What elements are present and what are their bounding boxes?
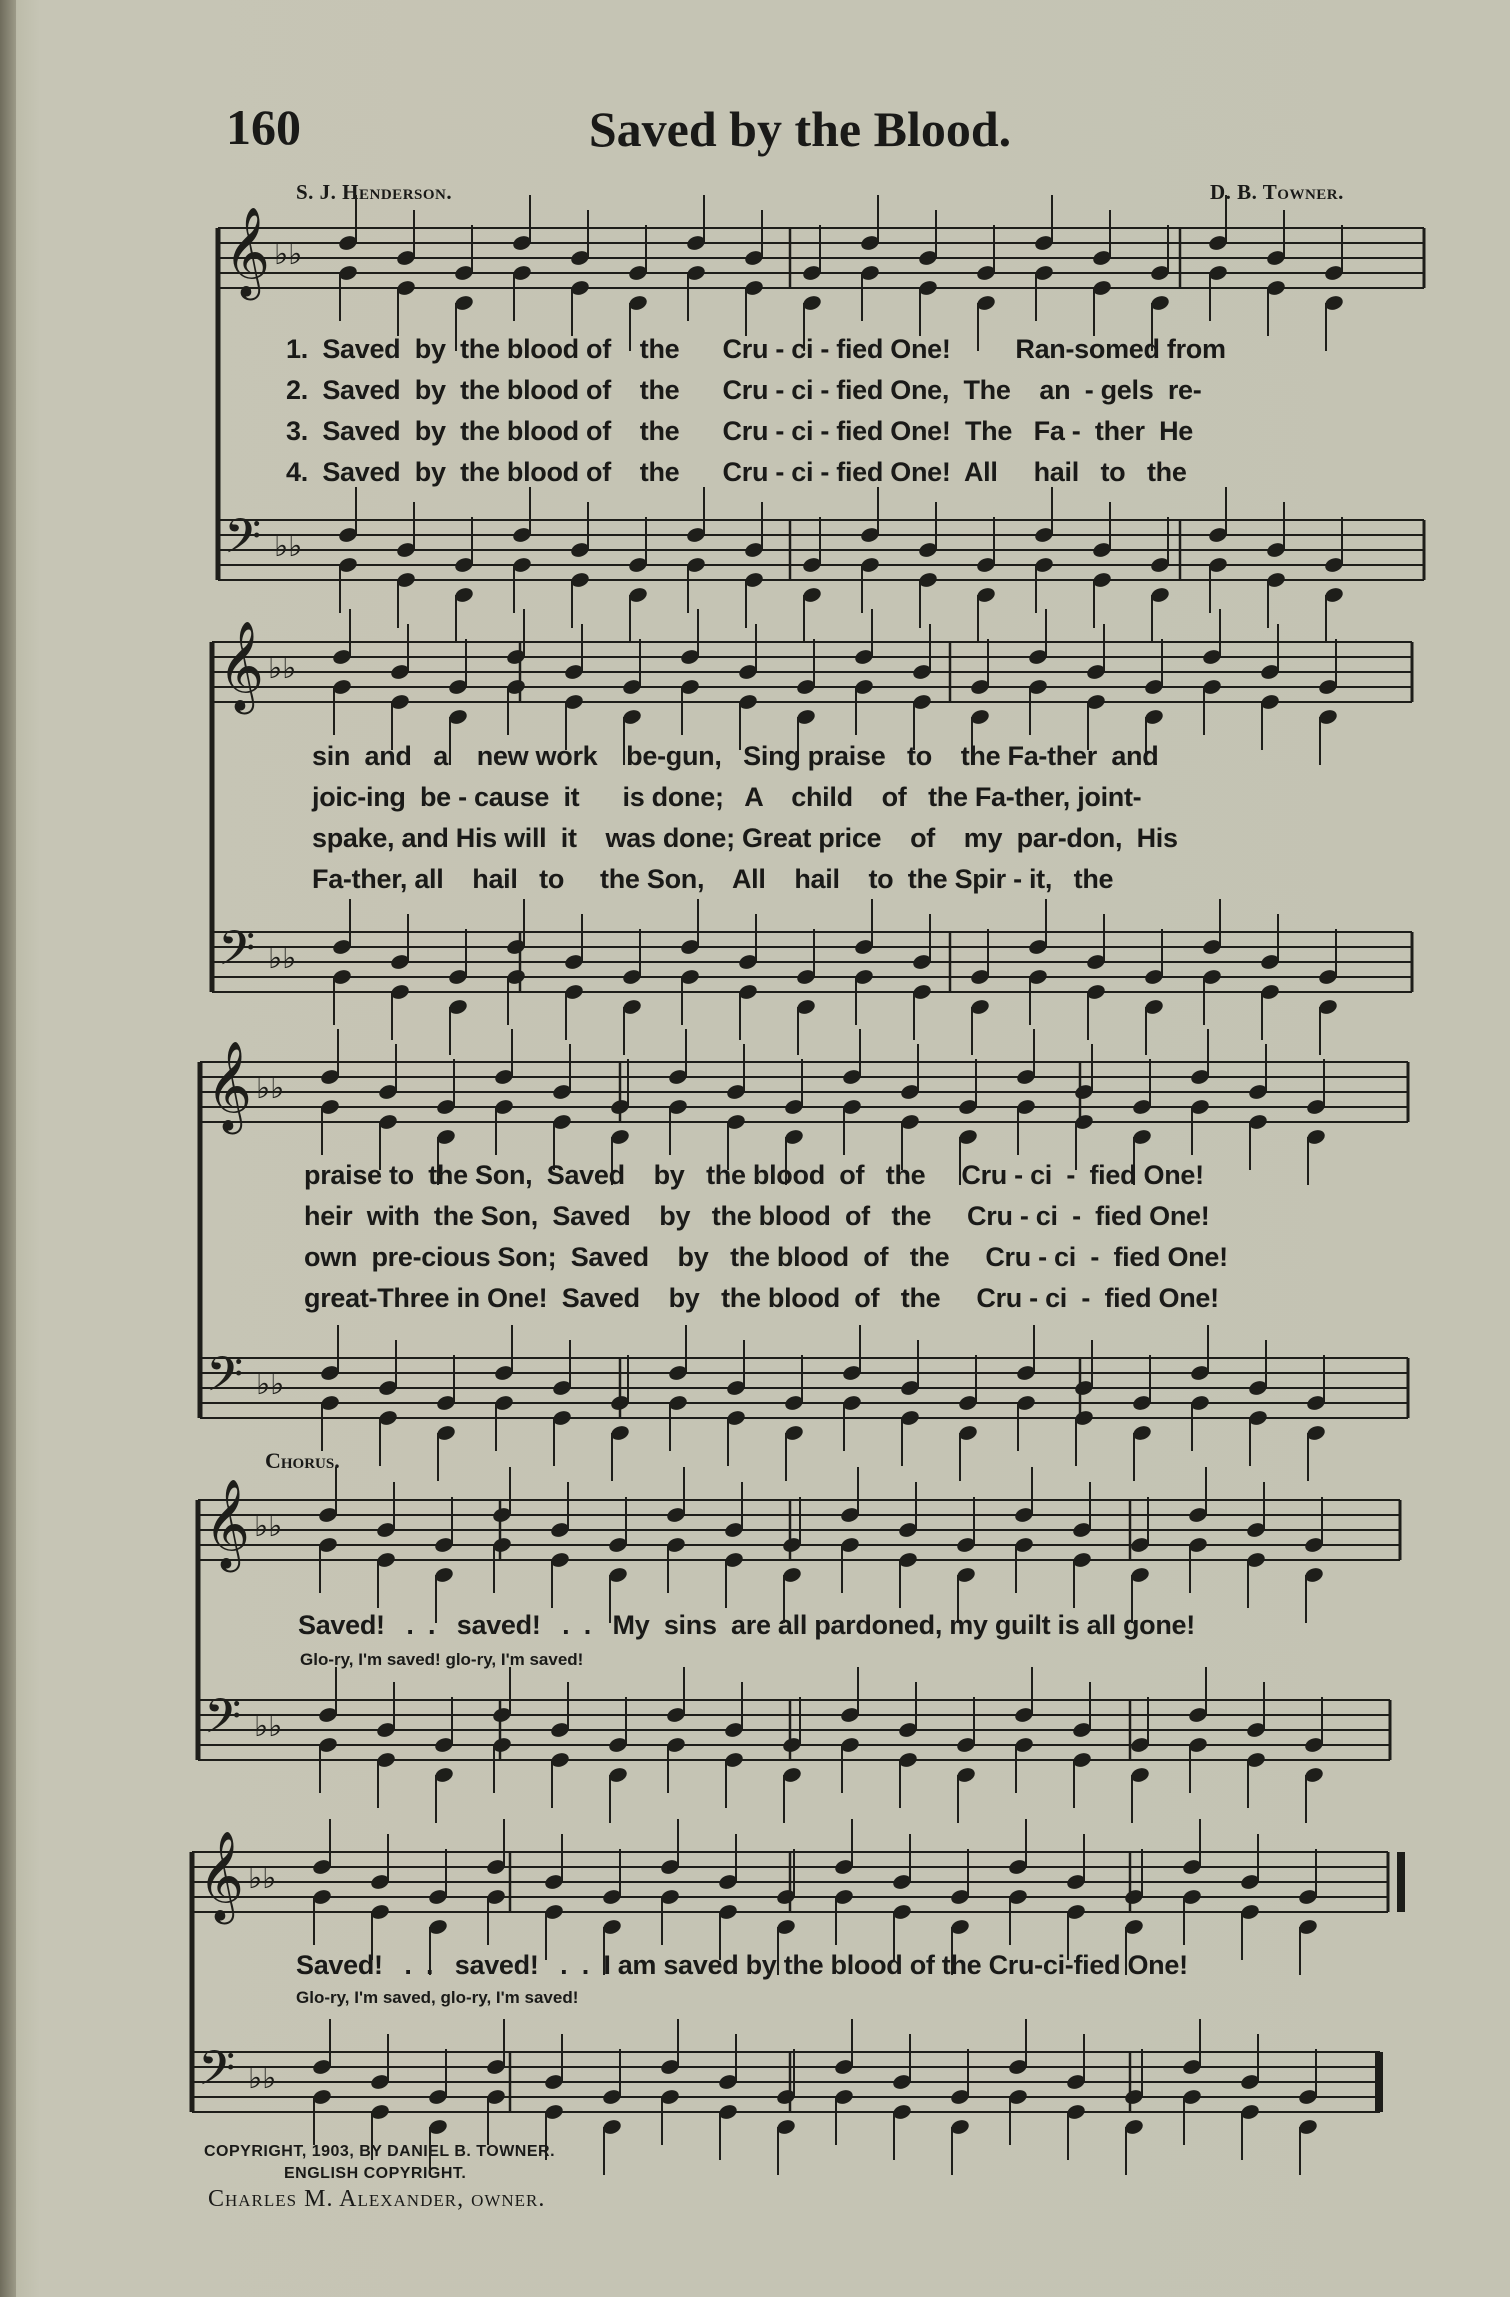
- verse-2-line-3: heir with the Son, Saved by the blood of the Cru - ci - fied One!: [304, 1201, 1210, 1231]
- key-signature-icon: ♭♭: [274, 237, 303, 272]
- key-signature-icon: ♭♭: [254, 1509, 283, 1544]
- key-signature-icon: ♭♭: [248, 2061, 277, 2096]
- verse-3-line-1: 3. Saved by the blood of the Cru - ci - fied One! The Fa - ther He: [286, 416, 1194, 446]
- verse-2-line-1: 2. Saved by the blood of the Cru - ci - fied One, The an - gels re-: [286, 375, 1202, 405]
- verse-4-line-2: Fa-ther, all hail to the Son, All hail to the Spir - it, the: [312, 864, 1114, 894]
- verse-3-line-2: spake, and His will it was done; Great price of my par-don, His: [312, 823, 1178, 853]
- chorus-line-2: Saved! . . saved! . . I am saved by the blood of the Cru-ci-fied One!: [296, 1950, 1188, 1980]
- key-signature-icon: ♭♭: [256, 1367, 285, 1402]
- verse-1-line-2: sin and a new work be-gun, Sing praise to the Fa-ther and: [312, 741, 1159, 771]
- verse-4-line-1: 4. Saved by the blood of the Cru - ci - fied One! All hail to the: [286, 457, 1187, 487]
- chorus-label: Chorus.: [265, 1448, 340, 1473]
- treble-clef-icon: 𝄞: [204, 1479, 251, 1569]
- chorus-alto-line-2: Glo-ry, I'm saved, glo-ry, I'm saved!: [296, 1988, 579, 2007]
- final-barline: [1375, 2052, 1383, 2112]
- author-credit: S. J. Henderson.: [296, 180, 453, 204]
- bass-clef-icon: 𝄢: [198, 2040, 236, 2108]
- treble-clef-icon: 𝄞: [224, 207, 271, 297]
- verse-1-line-1: 1. Saved by the blood of the Cru - ci - fied One! Ran-somed from: [286, 334, 1226, 364]
- key-signature-icon: ♭♭: [268, 651, 297, 686]
- verse-4-line-3: great-Three in One! Saved by the blood of the Cru - ci - fied One!: [304, 1283, 1219, 1313]
- treble-clef-icon: 𝄞: [218, 621, 265, 711]
- key-signature-icon: ♭♭: [256, 1071, 285, 1106]
- copyright-owner: Charles M. Alexander, owner.: [208, 2186, 546, 2212]
- key-signature-icon: ♭♭: [274, 529, 303, 564]
- page-number: 160: [226, 99, 301, 155]
- english-copyright: ENGLISH COPYRIGHT.: [284, 2165, 467, 2182]
- bass-clef-icon: 𝄢: [204, 1688, 242, 1756]
- verse-1-line-3: praise to the Son, Saved by the blood of the Cru - ci - fied One!: [304, 1160, 1204, 1190]
- bass-clef-icon: 𝄢: [218, 920, 256, 988]
- treble-clef-icon: 𝄞: [198, 1831, 245, 1921]
- treble-clef-icon: 𝄞: [206, 1041, 253, 1131]
- bass-clef-icon: 𝄢: [206, 1346, 244, 1414]
- chorus-line-1: Saved! . . saved! . . My sins are all pardoned, my guilt is all gone!: [298, 1610, 1195, 1640]
- key-signature-icon: ♭♭: [268, 941, 297, 976]
- key-signature-icon: ♭♭: [248, 1861, 277, 1896]
- copyright-notice: COPYRIGHT, 1903, BY DANIEL B. TOWNER.: [204, 2143, 556, 2160]
- verse-3-line-3: own pre-cious Son; Saved by the blood of the Cru - ci - fied One!: [304, 1242, 1228, 1272]
- chorus-alto-line-1: Glo-ry, I'm saved! glo-ry, I'm saved!: [300, 1650, 584, 1669]
- bass-clef-icon: 𝄢: [224, 508, 262, 576]
- verse-2-line-2: joic-ing be - cause it is done; A child of the Fa-ther, joint-: [312, 782, 1142, 812]
- hymn-title: Saved by the Blood.: [588, 101, 1012, 157]
- final-barline: [1397, 1852, 1405, 1912]
- key-signature-icon: ♭♭: [254, 1709, 283, 1744]
- composer-credit: D. B. Towner.: [1210, 180, 1344, 204]
